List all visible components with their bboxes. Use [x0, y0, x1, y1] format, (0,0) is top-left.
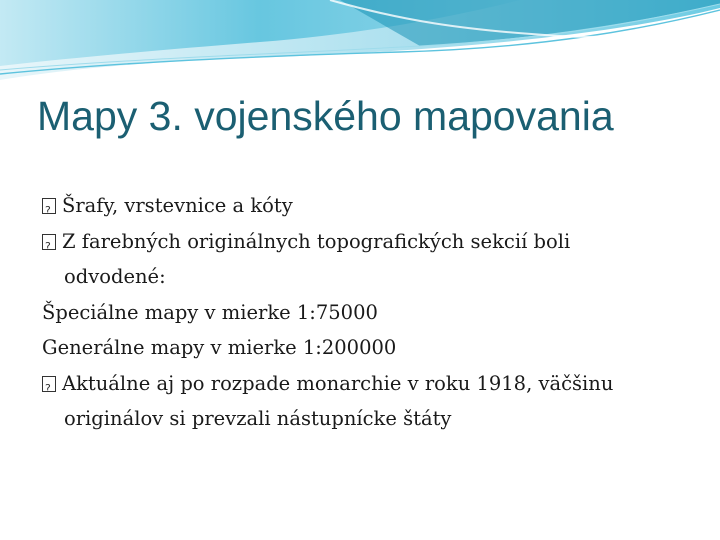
- missing-glyph-bullet-icon: [42, 376, 56, 392]
- bullet-item-srafy: [42, 188, 692, 224]
- bullet-text-continued: odvodené:: [64, 265, 166, 288]
- bullet-item-farebne: [42, 224, 692, 260]
- missing-glyph-bullet-icon: [42, 234, 56, 250]
- plain-item-specialne: [42, 295, 692, 331]
- slide-body: [42, 188, 692, 437]
- plain-text: Špeciálne mapy v mierke 1:75000: [42, 300, 378, 324]
- header-wave-decoration: [0, 0, 720, 90]
- bullet-text: Z farebných originálnych topografických sekcií boli: [62, 229, 571, 253]
- plain-item-generalne: [42, 330, 692, 366]
- bullet-item-aktualne: [42, 366, 692, 402]
- bullet-continuation: [42, 401, 692, 437]
- plain-text: Generálne mapy v mierke 1:200000: [42, 336, 397, 359]
- bullet-text: Šrafy, vrstevnice a kóty: [62, 194, 293, 217]
- bullet-continuation: [42, 259, 692, 295]
- bullet-text: Aktuálne aj po rozpade monarchie v roku 1918, väčšinu: [62, 371, 614, 395]
- missing-glyph-bullet-icon: [42, 198, 56, 214]
- slide-title: Mapy 3. vojenského mapovania: [37, 93, 614, 139]
- bullet-text-continued: originálov si prevzali nástupnícke štáty: [64, 407, 452, 430]
